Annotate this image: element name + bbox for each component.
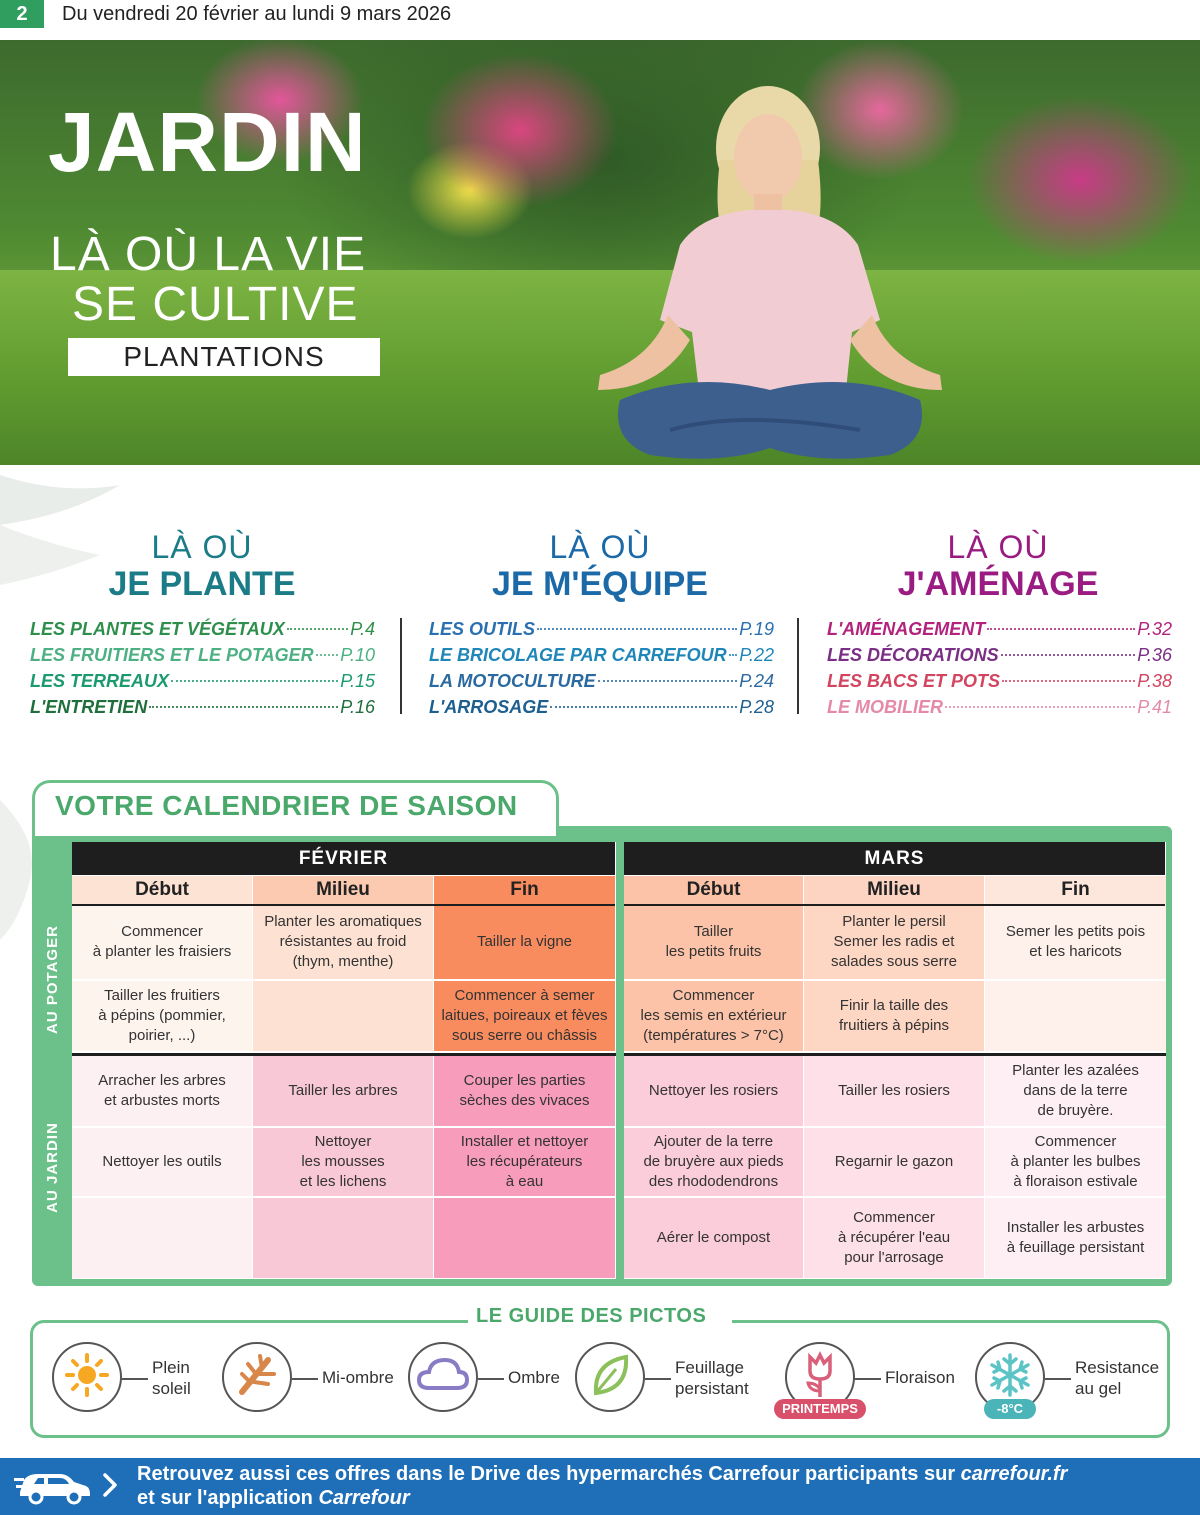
toc-item-page: P.28	[739, 697, 774, 717]
picto-connector	[292, 1378, 318, 1380]
cloud-icon	[417, 1356, 469, 1399]
toc-item[interactable]	[827, 694, 1172, 720]
picto-circle	[52, 1342, 122, 1412]
toc-item[interactable]	[429, 616, 774, 642]
potager-cell: Semer les petits pois et les haricots	[985, 905, 1166, 979]
picto-label: Feuillage persistant	[675, 1358, 749, 1398]
leaf-icon	[590, 1353, 630, 1402]
toc-item-page: P.41	[1137, 697, 1172, 717]
jardin-cell: Planter les azalées dans de la terre de bruyère.	[985, 1056, 1166, 1126]
footer-line-2: et sur l'application Carrefour	[137, 1487, 410, 1509]
toc-leader-dots	[987, 628, 1135, 630]
jardin-cell: Commencer à récupérer l'eau pour l'arrosage	[804, 1198, 984, 1278]
picto-tag: -8°C	[984, 1399, 1036, 1419]
section-heading-0	[2, 530, 402, 604]
toc-item-label: L'ARROSAGE	[429, 697, 549, 717]
jardin-cell	[253, 1198, 433, 1278]
section-divider	[797, 618, 799, 714]
toc-item-label: LES BACS ET POTS	[827, 671, 1001, 691]
section-pre: LÀ OÙ	[549, 529, 651, 565]
jardin-cell: Nettoyer les rosiers	[624, 1056, 803, 1126]
toc-item[interactable]	[30, 616, 375, 642]
period-header: Début	[624, 876, 803, 904]
meditating-woman-illustration	[560, 70, 980, 465]
toc-item-label: LES FRUITIERS ET LE POTAGER	[30, 645, 314, 665]
footer-link-app[interactable]: Carrefour	[318, 1487, 410, 1509]
toc-leader-dots	[1001, 654, 1136, 656]
picto-label: Plein soleil	[152, 1358, 191, 1398]
toc-leader-dots	[945, 706, 1135, 708]
toc-leader-dots	[537, 628, 737, 630]
calendar-rule-1	[624, 904, 1165, 906]
toc-leader-dots	[1002, 680, 1135, 682]
hero-subtitle-line1: LÀ OÙ LA VIE	[50, 228, 367, 281]
toc-item-page: P.10	[340, 645, 375, 665]
footer-banner[interactable]	[0, 1458, 1200, 1515]
footer-link-site[interactable]: carrefour.fr	[960, 1463, 1068, 1485]
potager-cell: Planter le persil Semer les radis et salades sous serre	[804, 905, 984, 979]
toc-item-label: LES TERREAUX	[30, 671, 170, 691]
group-label-jardin: AU JARDIN	[43, 1121, 61, 1213]
picto-connector	[1045, 1378, 1071, 1380]
section-title: JE M'ÉQUIPE	[492, 565, 708, 603]
section-heading-1	[400, 530, 800, 604]
section-heading-2	[798, 530, 1198, 604]
toc-item-label: L'ENTRETIEN	[30, 697, 148, 717]
month-header-1: MARS	[624, 842, 1165, 875]
toc-item[interactable]	[429, 694, 774, 720]
jardin-cell: Nettoyer les mousses et les lichens	[253, 1128, 433, 1196]
toc-leader-dots	[729, 654, 738, 656]
toc-item[interactable]	[827, 616, 1172, 642]
jardin-cell: Installer et nettoyer les récupérateurs à eau	[434, 1128, 615, 1196]
toc-item-page: P.36	[1137, 645, 1172, 665]
period-header: Milieu	[253, 876, 433, 904]
potager-cell: Tailler la vigne	[434, 905, 615, 979]
picto-connector	[478, 1378, 504, 1380]
jardin-cell: Arracher les arbres et arbustes morts	[72, 1056, 252, 1126]
potager-cell: Finir la taille des fruitiers à pépins	[804, 981, 984, 1051]
picto-tag: PRINTEMPS	[774, 1399, 866, 1419]
toc-item[interactable]	[30, 668, 375, 694]
toc-item-label: LES DÉCORATIONS	[827, 645, 999, 665]
potager-cell	[253, 981, 433, 1051]
picto-connector	[122, 1378, 148, 1380]
toc-item-page: P.32	[1137, 619, 1172, 639]
potager-cell: Tailler les petits fruits	[624, 905, 803, 979]
jardin-cell	[72, 1198, 252, 1278]
period-header: Fin	[434, 876, 615, 904]
period-header: Début	[72, 876, 252, 904]
potager-cell: Tailler les fruitiers à pépins (pommier, poirier, ...)	[72, 981, 252, 1051]
toc-item-label: L'AMÉNAGEMENT	[827, 619, 986, 639]
toc-item-page: P.4	[350, 619, 375, 639]
jardin-cell: Tailler les arbres	[253, 1056, 433, 1126]
footer-line-1: Retrouvez aussi ces offres dans le Drive des hypermarchés Carrefour participants sur carrefour.fr	[137, 1463, 1068, 1485]
picto-circle	[575, 1342, 645, 1412]
toc-item-page: P.22	[739, 645, 774, 665]
toc-item-label: LE BRICOLAGE PAR CARREFOUR	[429, 645, 727, 665]
hero-badge: PLANTATIONS	[68, 338, 380, 376]
snowflake-icon	[988, 1353, 1032, 1402]
jardin-cell: Nettoyer les outils	[72, 1128, 252, 1196]
calendar-rule-0	[72, 904, 615, 906]
car-icon	[14, 1466, 94, 1506]
tulip-icon	[800, 1351, 840, 1404]
toc-leader-dots	[171, 680, 338, 682]
jardin-cell: Couper les parties sèches des vivaces	[434, 1056, 615, 1126]
page-number: 2	[0, 0, 44, 28]
jardin-cell: Aérer le compost	[624, 1198, 803, 1278]
toc-item[interactable]	[429, 642, 774, 668]
toc-item[interactable]	[429, 668, 774, 694]
hero-subtitle-line2: SE CULTIVE	[72, 278, 359, 331]
toc-item-page: P.38	[1137, 671, 1172, 691]
toc-leader-dots	[149, 706, 338, 708]
toc-leader-dots	[316, 654, 339, 656]
sun-icon	[65, 1353, 109, 1402]
hero-banner	[0, 40, 1200, 465]
toc-list-1	[429, 616, 774, 720]
potager-cell: Commencer les semis en extérieur (températures > 7°C)	[624, 981, 803, 1051]
picto-label: Floraison	[885, 1368, 955, 1387]
period-header: Milieu	[804, 876, 984, 904]
picto-label: Mi-ombre	[322, 1368, 394, 1387]
section-pre: LÀ OÙ	[151, 529, 253, 565]
jardin-cell: Regarnir le gazon	[804, 1128, 984, 1196]
month-header-0: FÉVRIER	[72, 842, 615, 875]
toc-item-label: LES OUTILS	[429, 619, 536, 639]
picto-connector	[645, 1378, 671, 1380]
section-pre: LÀ OÙ	[947, 529, 1049, 565]
toc-list-2	[827, 616, 1172, 720]
half-shade-icon	[234, 1352, 280, 1403]
toc-item-page: P.24	[739, 671, 774, 691]
toc-item-page: P.19	[739, 619, 774, 639]
picto-label: Ombre	[508, 1368, 560, 1387]
toc-leader-dots	[598, 680, 738, 682]
jardin-cell: Commencer à planter les bulbes à floraison estivale	[985, 1128, 1166, 1196]
top-bar	[0, 0, 1200, 28]
calendar-title: VOTRE CALENDRIER DE SAISON	[55, 790, 518, 821]
toc-item[interactable]	[30, 642, 375, 668]
section-divider	[400, 618, 402, 714]
picto-circle	[222, 1342, 292, 1412]
hero-title: JARDIN	[48, 95, 367, 189]
toc-item[interactable]	[30, 694, 375, 720]
toc-item-page: P.15	[340, 671, 375, 691]
toc-item-label: LE MOBILIER	[827, 697, 943, 717]
month-gap	[616, 842, 624, 1279]
period-header: Fin	[985, 876, 1166, 904]
toc-item[interactable]	[827, 642, 1172, 668]
potager-cell: Commencer à semer laitues, poireaux et fèves sous serre ou châssis	[434, 981, 615, 1051]
potager-cell: Planter les aromatiques résistantes au froid (thym, menthe)	[253, 905, 433, 979]
toc-item-label: LES PLANTES ET VÉGÉTAUX	[30, 619, 285, 639]
picto-circle	[408, 1342, 478, 1412]
pictos-title: LE GUIDE DES PICTOS	[476, 1305, 707, 1327]
picto-label: Resistance au gel	[1075, 1358, 1160, 1398]
section-title: JE PLANTE	[108, 565, 296, 603]
potager-cell	[985, 981, 1166, 1051]
date-range: Du vendredi 20 février au lundi 9 mars 2026	[62, 3, 452, 25]
jardin-cell: Installer les arbustes à feuillage persistant	[985, 1198, 1166, 1278]
toc-list-0	[30, 616, 375, 720]
jardin-cell	[434, 1198, 615, 1278]
toc-item[interactable]	[827, 668, 1172, 694]
jardin-cell: Ajouter de la terre de bruyère aux pieds des rhododendrons	[624, 1128, 803, 1196]
toc-item-page: P.16	[340, 697, 375, 717]
picto-connector	[855, 1378, 881, 1380]
jardin-cell: Tailler les rosiers	[804, 1056, 984, 1126]
chevron-right-icon	[102, 1472, 118, 1498]
section-title: J'AMÉNAGE	[897, 565, 1099, 603]
toc-item-label: LA MOTOCULTURE	[429, 671, 596, 691]
potager-cell: Commencer à planter les fraisiers	[72, 905, 252, 979]
toc-leader-dots	[550, 706, 737, 708]
group-label-potager: AU POTAGER	[43, 924, 61, 1034]
toc-leader-dots	[287, 628, 349, 630]
